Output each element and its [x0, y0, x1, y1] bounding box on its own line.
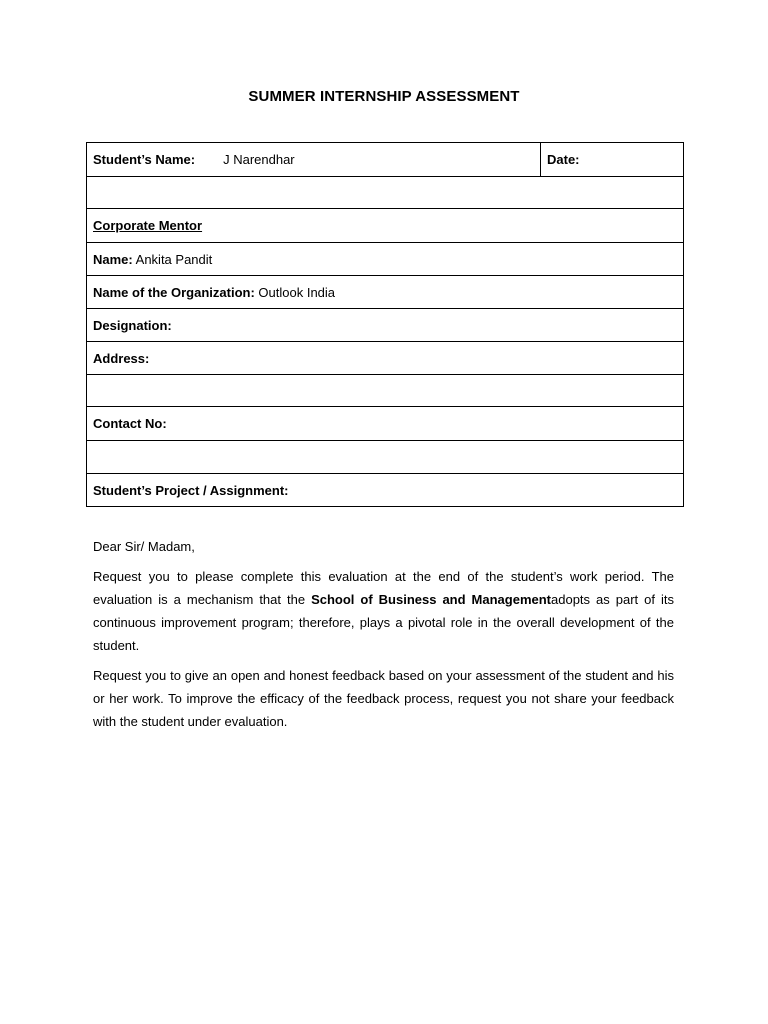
paragraph-1: [93, 565, 674, 657]
organization-cell[interactable]: [87, 276, 684, 309]
mentor-heading-cell: [87, 209, 684, 243]
designation-cell[interactable]: [87, 309, 684, 342]
designation-label: Designation:: [93, 317, 172, 333]
date-cell[interactable]: [541, 143, 684, 177]
paragraph-1-start: Request you to please complete this evaluation at the end of the student’s work period. The evaluation is a mechanism that the: [93, 569, 674, 607]
mentor-heading-row: [87, 209, 684, 243]
project-cell[interactable]: [87, 474, 684, 507]
blank-row-3: [87, 441, 684, 474]
address-label: Address:: [93, 350, 150, 366]
designation-row: [87, 309, 684, 342]
mentor-name-cell[interactable]: [87, 243, 684, 276]
student-name-label: Student’s Name:: [93, 152, 196, 167]
assessment-form-table: [86, 142, 684, 507]
blank-row-2: [87, 375, 684, 407]
student-name-value: J Narendhar: [223, 152, 295, 167]
project-row: [87, 474, 684, 507]
paragraph-2: Request you to give an open and honest feedback based on your assessment of the student and his or her work. To improve the efficacy of the feedback process, request you not share your feedback with the student under evaluation.: [93, 668, 674, 729]
organization-row: [87, 276, 684, 309]
blank-row-1: [87, 177, 684, 209]
contact-row: [87, 407, 684, 441]
mentor-name-label: Name:: [93, 251, 133, 267]
date-label: Date:: [547, 152, 580, 167]
address-row: [87, 342, 684, 375]
school-name: School of Business and Management: [311, 592, 552, 607]
mentor-name-row: [87, 243, 684, 276]
mentor-name-value: Ankita Pandit: [135, 251, 213, 267]
student-row: [87, 143, 684, 177]
blank-cell-2[interactable]: [87, 375, 684, 407]
organization-label: Name of the Organization:: [93, 284, 255, 300]
blank-cell-3[interactable]: [87, 441, 684, 474]
organization-value: Outlook India: [258, 284, 336, 300]
contact-cell[interactable]: [87, 407, 684, 441]
letter-body: [93, 535, 674, 740]
page-title: SUMMER INTERNSHIP ASSESSMENT: [248, 88, 520, 105]
paragraph-1-end: adopts as part of its continuous improvement program; therefore, plays a pivotal role in the overall development of the student.: [93, 592, 674, 653]
salutation: Dear Sir/ Madam,: [93, 539, 195, 554]
project-label: Student’s Project / Assignment:: [93, 482, 289, 498]
corporate-mentor-heading: Corporate Mentor: [93, 218, 203, 233]
address-cell[interactable]: [87, 342, 684, 375]
student-name-cell[interactable]: [87, 143, 541, 177]
contact-label: Contact No:: [93, 416, 167, 431]
blank-cell-1[interactable]: [87, 177, 684, 209]
